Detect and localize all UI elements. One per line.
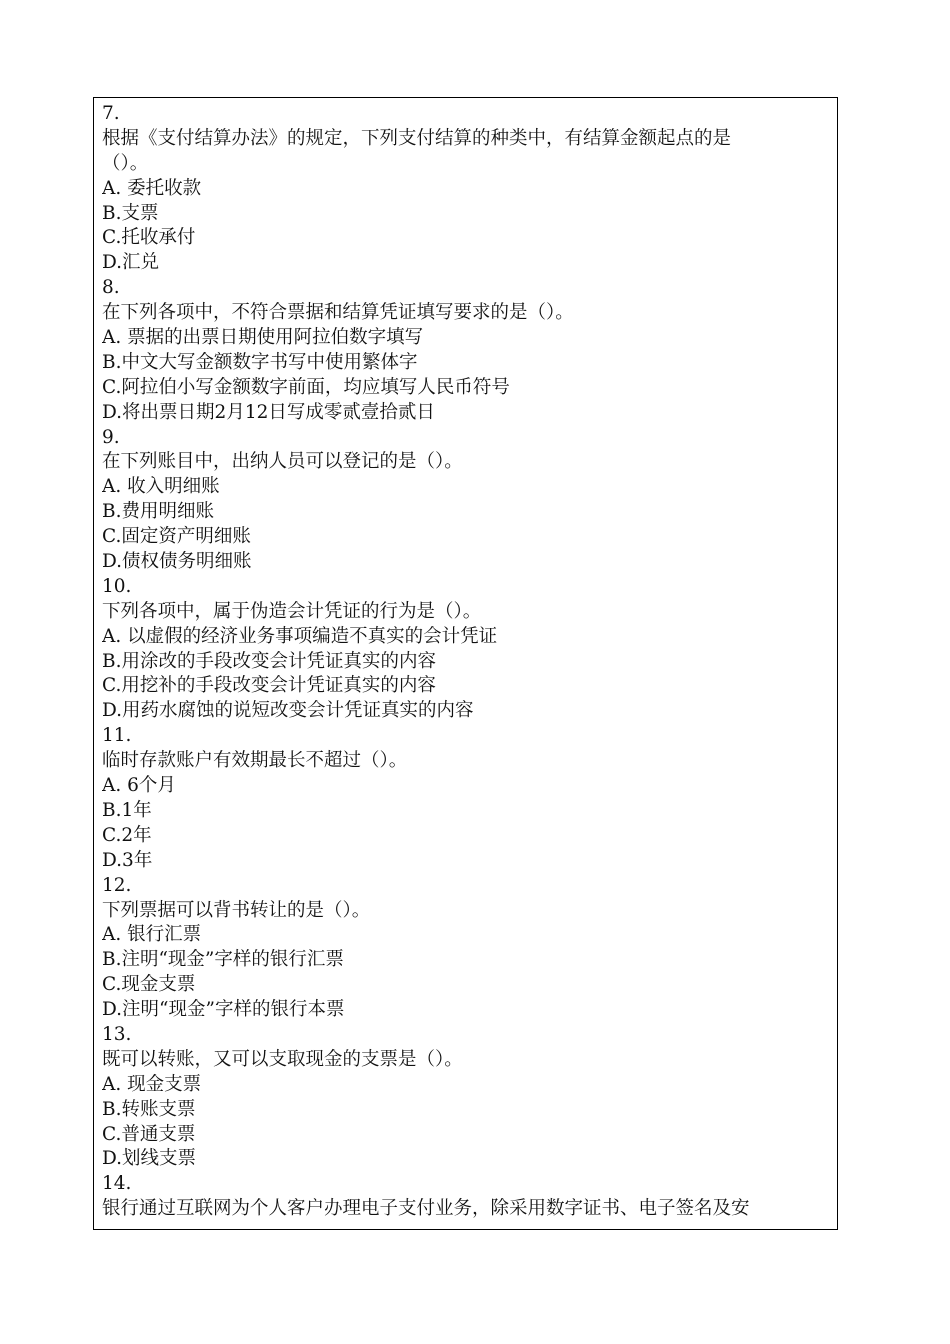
question-13: [102, 1023, 833, 1172]
option-a: A. 以虚假的经济业务事项编造不真实的会计凭证: [102, 625, 498, 647]
option-b: B.支票: [102, 202, 159, 224]
option-c: C.现金支票: [102, 974, 196, 996]
question-8: [102, 276, 833, 425]
option-b: B.用涂改的手段改变会计凭证真实的内容: [102, 650, 436, 672]
option-a: A. 委托收款: [102, 177, 202, 199]
option-c: C.普通支票: [102, 1123, 196, 1145]
question-stem: 下列票据可以背书转让的是（）。: [102, 899, 371, 921]
option-a: A. 收入明细账: [102, 476, 220, 498]
option-d: D.3年: [102, 849, 153, 871]
question-number: 11.: [102, 725, 132, 747]
question-9: [102, 426, 833, 575]
option-d: D.用药水腐蚀的说短改变会计凭证真实的内容: [102, 700, 474, 722]
option-b: B.转账支票: [102, 1098, 196, 1120]
option-c: C.阿拉伯小写金额数字前面，均应填写人民币符号: [102, 376, 510, 398]
question-stem: 根据《支付结算办法》的规定，下列支付结算的种类中，有结算金额起点的是: [102, 127, 732, 149]
question-number: 8.: [102, 277, 120, 299]
option-b: B.中文大写金额数字书写中使用繁体字: [102, 351, 418, 373]
question-11: [102, 724, 833, 873]
question-number: 7.: [102, 103, 120, 124]
question-stem: 临时存款账户有效期最长不超过（）。: [102, 750, 408, 772]
option-b: B.费用明细账: [102, 501, 214, 523]
option-d: D.注明“现金”字样的银行本票: [102, 999, 345, 1021]
option-d: D.汇兑: [102, 252, 160, 274]
question-stem: 银行通过互联网为个人客户办理电子支付业务，除采用数字证书、电子签名及安: [102, 1198, 750, 1220]
question-number: 12.: [102, 874, 132, 896]
question-12: [102, 874, 833, 1023]
question-10: [102, 575, 833, 724]
question-number: 10.: [102, 575, 132, 597]
question-14: [102, 1172, 833, 1222]
option-d: D.将出票日期2月12日写成零贰壹拾贰日: [102, 401, 435, 423]
option-d: D.债权债务明细账: [102, 551, 252, 573]
option-a: A. 票据的出票日期使用阿拉伯数字填写: [102, 327, 424, 349]
option-a: A. 现金支票: [102, 1073, 202, 1095]
question-stem: 在下列账目中，出纳人员可以登记的是（）。: [102, 451, 463, 473]
option-c: C.固定资产明细账: [102, 526, 251, 548]
option-b: B.注明“现金”字样的银行汇票: [102, 949, 344, 971]
option-d: D.划线支票: [102, 1148, 197, 1170]
question-7: [102, 102, 833, 276]
question-number: 14.: [102, 1173, 132, 1195]
question-box: [93, 97, 838, 1230]
option-c: C.托收承付: [102, 227, 196, 249]
question-stem: 下列各项中，属于伪造会计凭证的行为是（）。: [102, 600, 482, 622]
question-stem: 在下列各项中，不符合票据和结算凭证填写要求的是（）。: [102, 302, 574, 324]
question-list: [102, 102, 833, 1222]
question-number: 9.: [102, 426, 120, 448]
option-c: C.2年: [102, 824, 152, 846]
question-number: 13.: [102, 1023, 132, 1045]
option-c: C.用挖补的手段改变会计凭证真实的内容: [102, 675, 436, 697]
option-a: A. 银行汇票: [102, 924, 202, 946]
option-b: B.1年: [102, 799, 152, 821]
question-stem: （）。: [102, 152, 149, 174]
option-a: A. 6个月: [102, 775, 176, 797]
question-stem: 既可以转账，又可以支取现金的支票是（）。: [102, 1048, 463, 1070]
